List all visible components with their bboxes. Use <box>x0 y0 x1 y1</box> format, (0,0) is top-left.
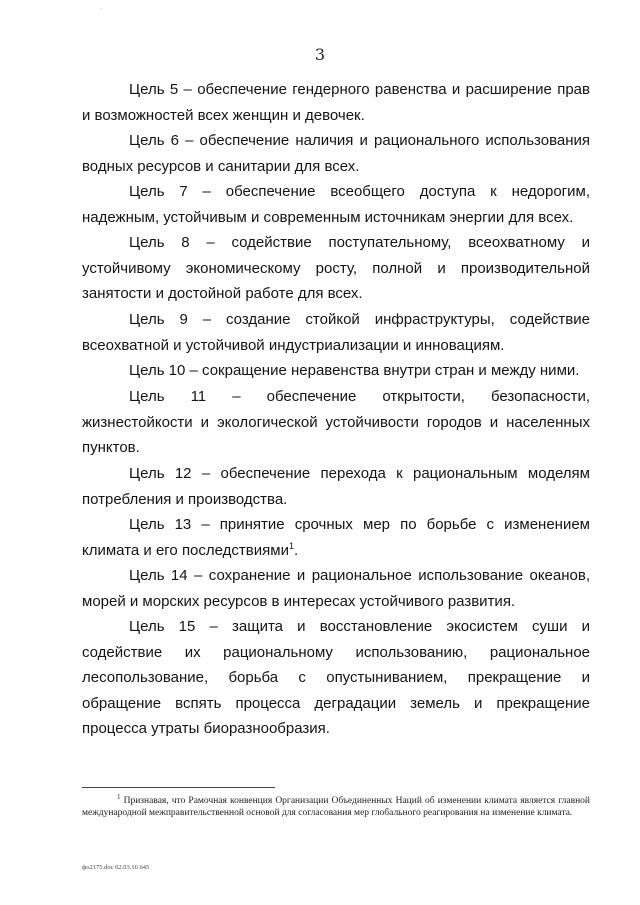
goal-12-text: Цель 12 – обеспечение перехода к рациональным моделям потребления и производства. <box>82 465 590 508</box>
goal-11 <box>82 384 590 461</box>
footnote-ref: 1 <box>288 540 294 551</box>
goal-10-text: Цель 10 – сокращение неравенства внутри стран и между ними. <box>129 362 580 379</box>
goal-9 <box>82 307 590 358</box>
goal-6-text: Цель 6 – обеспечение наличия и рационального использования водных ресурсов и санитарии для всех. <box>82 132 590 175</box>
goal-7-text: Цель 7 – обеспечение всеобщего доступа к недорогим, надежным, устойчивым и современным источникам энергии для всех. <box>82 183 590 226</box>
goal-15-text: Цель 15 – защита и восстановление экосистем суши и содействие их рациональному использованию, рациональное лесопользование, борьба с опустыниванием, прекращение и обращение вспять процесса деградации земель и прекращение процесса утраты биоразнообразия. <box>82 618 590 737</box>
goal-13-end: . <box>293 541 299 559</box>
goal-13 <box>82 512 590 563</box>
scan-mark: ¨ <box>100 8 103 15</box>
footnote-marker: 1 <box>117 792 121 801</box>
goal-15 <box>82 614 590 742</box>
footnote <box>82 792 591 819</box>
goal-8 <box>82 230 590 307</box>
document-code: фо2175.doc 02.03.16 645 <box>82 864 150 871</box>
goal-10 <box>82 358 590 384</box>
goal-11-text: Цель 11 – обеспечение открытости, безопасности, жизнестойкости и экологической устойчивости городов и населенных пунктов. <box>82 388 590 456</box>
footnote-text: Признавая, что Рамочная конвенция Организации Объединенных Наций об изменении климата является главной международной межправительственной основой для согласования мер глобального реагирования на изменение климата. <box>82 796 591 818</box>
page-number: 3 <box>314 45 326 64</box>
goal-14 <box>82 563 590 614</box>
goal-9-text: Цель 9 – создание стойкой инфраструктуры, содействие всеохватной и устойчивой индустриализации и инновациям. <box>82 311 590 354</box>
goal-13-text: Цель 13 – принятие срочных мер по борьбе с изменением климата и его последствиями <box>82 516 590 559</box>
goal-8-text: Цель 8 – содействие поступательному, всеохватному и устойчивому экономическому росту, полной и производительной занятости и достойной работе для всех. <box>82 234 590 302</box>
footnote-separator <box>82 787 275 788</box>
goal-12 <box>82 461 590 512</box>
goal-5-text: Цель 5 – обеспечение гендерного равенства и расширение прав и возможностей всех женщин и девочек. <box>82 81 590 124</box>
goal-7 <box>82 179 590 230</box>
goal-5 <box>82 77 590 128</box>
goal-6 <box>82 128 590 179</box>
goal-14-text: Цель 14 – сохранение и рациональное использование океанов, морей и морских ресурсов в интересах устойчивого развития. <box>82 567 590 610</box>
